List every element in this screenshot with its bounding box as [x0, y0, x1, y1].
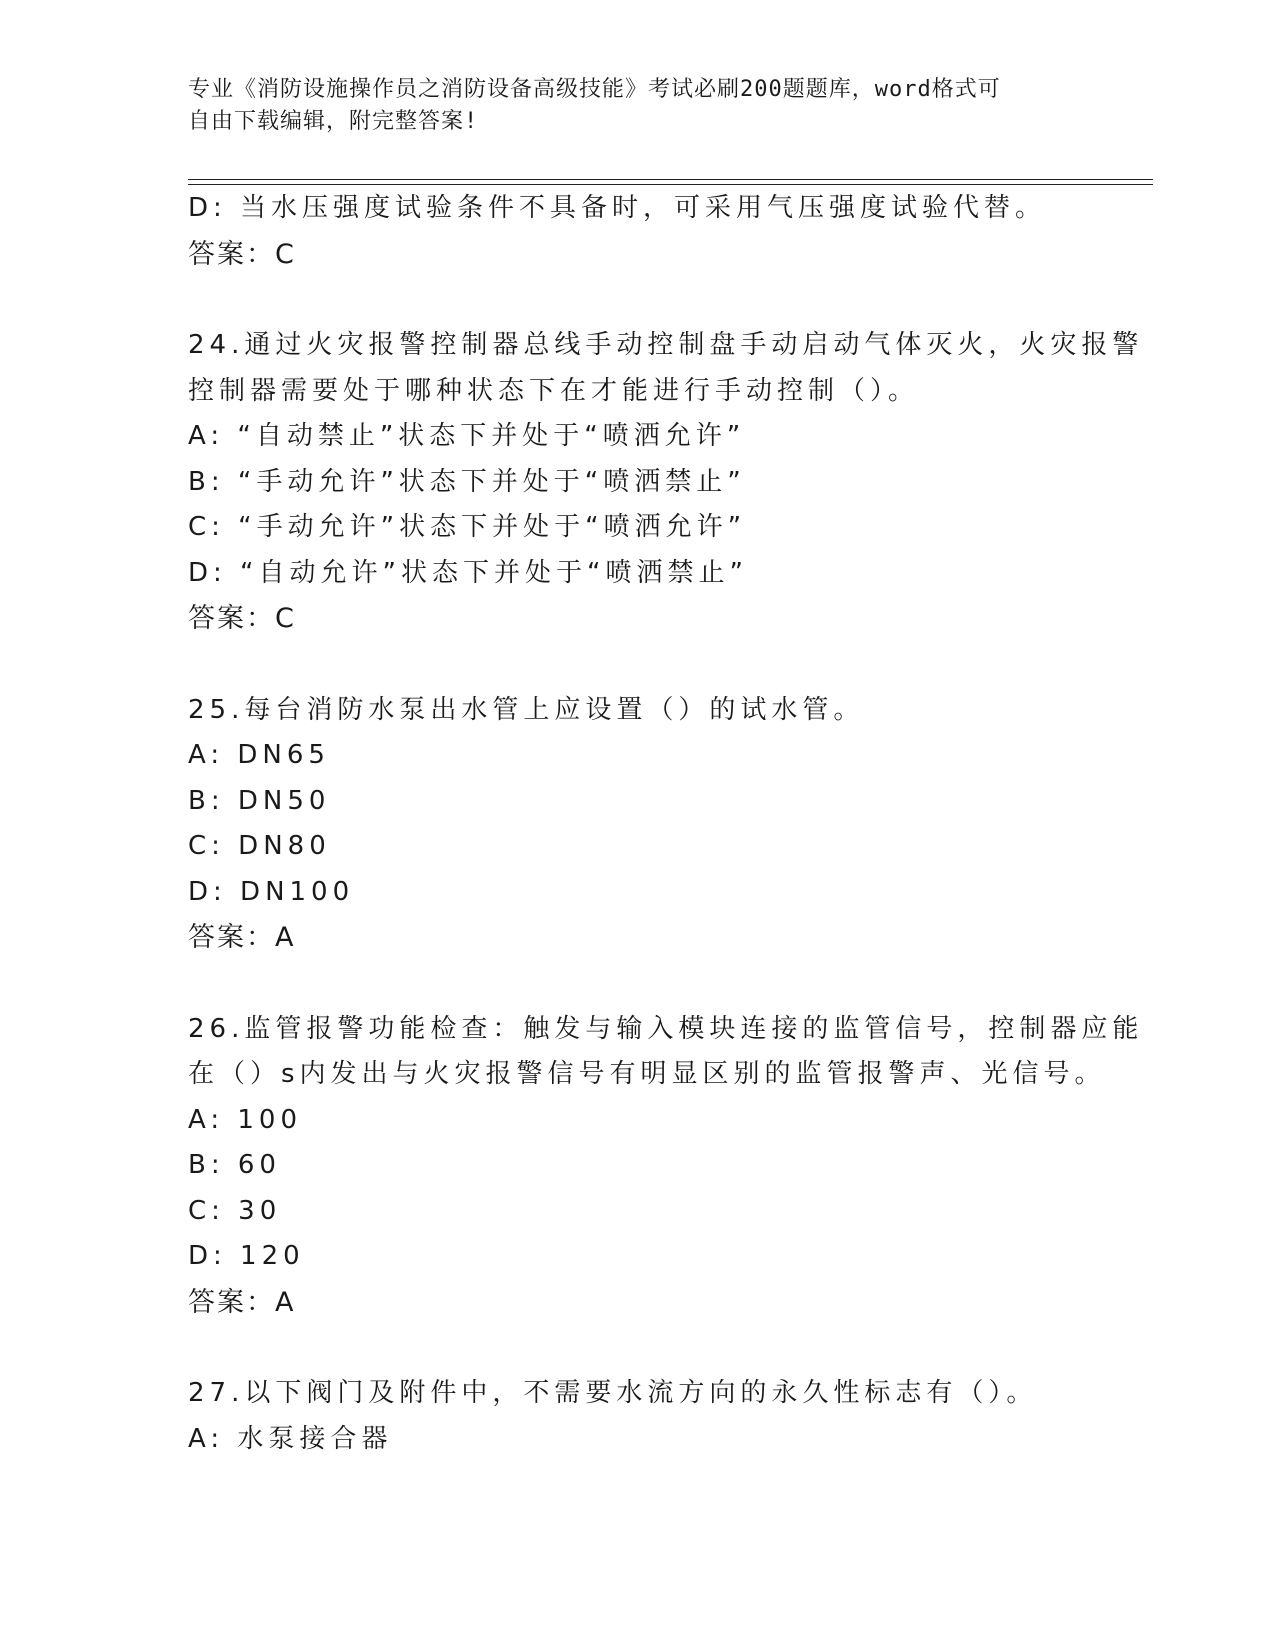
header-line-2: 自由下载编辑，附完整答案! — [188, 109, 479, 134]
spacer — [188, 277, 1148, 323]
option-d: D: 当水压强度试验条件不具备时，可采用气压强度试验代替。 — [188, 193, 1047, 223]
answer: 答案：C — [188, 603, 296, 634]
spacer — [188, 961, 1148, 1007]
question-text: 25.每台消防水泵出水管上应设置（）的试水管。 — [188, 694, 865, 725]
document-header — [188, 74, 1088, 138]
option-c: C: “手动允许”状态下并处于“喷洒允许” — [188, 512, 747, 542]
question-24 — [188, 323, 1148, 642]
option-c: C: DN80 — [188, 831, 331, 861]
answer: 答案：C — [188, 238, 296, 270]
option-a: A: 100 — [188, 1104, 302, 1135]
option-d: D: “自动允许”状态下并处于“喷洒禁止” — [188, 557, 748, 588]
spacer — [188, 642, 1148, 688]
answer: 答案：A — [188, 922, 296, 953]
option-d: D: 120 — [188, 1241, 305, 1271]
header-rule-top — [188, 179, 1153, 180]
question-text: 27.以下阀门及附件中，不需要水流方向的永久性标志有（）。 — [188, 1378, 1038, 1408]
question-text: 在（）s内发出与火灾报警信号有明显区别的监管报警声、光信号。 — [188, 1059, 1106, 1089]
option-a: A: “自动禁止”状态下并处于“喷洒允许” — [188, 421, 746, 451]
header-line-1: 专业《消防设施操作员之消防设备高级技能》考试必刷200题题库，word格式可 — [188, 77, 1001, 102]
question-27 — [188, 1371, 1148, 1462]
spacer — [188, 1325, 1148, 1371]
header-rule-bottom — [188, 184, 1153, 185]
question-list — [188, 186, 1148, 1462]
option-b: B: DN50 — [188, 785, 331, 816]
option-c: C: 30 — [188, 1195, 282, 1226]
question-26 — [188, 1007, 1148, 1326]
question-text: 26.监管报警功能检查：触发与输入模块连接的监管信号，控制器应能 — [188, 1013, 1144, 1044]
option-a: A: DN65 — [188, 740, 330, 770]
option-b: B: “手动允许”状态下并处于“喷洒禁止” — [188, 466, 746, 497]
question-23-tail — [188, 186, 1148, 277]
question-25 — [188, 688, 1148, 961]
question-text: 24.通过火灾报警控制器总线手动控制盘手动启动气体灭火，火灾报警 — [188, 330, 1144, 360]
option-d: D: DN100 — [188, 876, 355, 907]
question-text: 控制器需要处于哪种状态下在才能进行手动控制（）。 — [188, 375, 920, 406]
answer: 答案：A — [188, 1286, 296, 1318]
option-b: B: 60 — [188, 1150, 281, 1180]
option-a: A: 水泵接合器 — [188, 1423, 393, 1454]
